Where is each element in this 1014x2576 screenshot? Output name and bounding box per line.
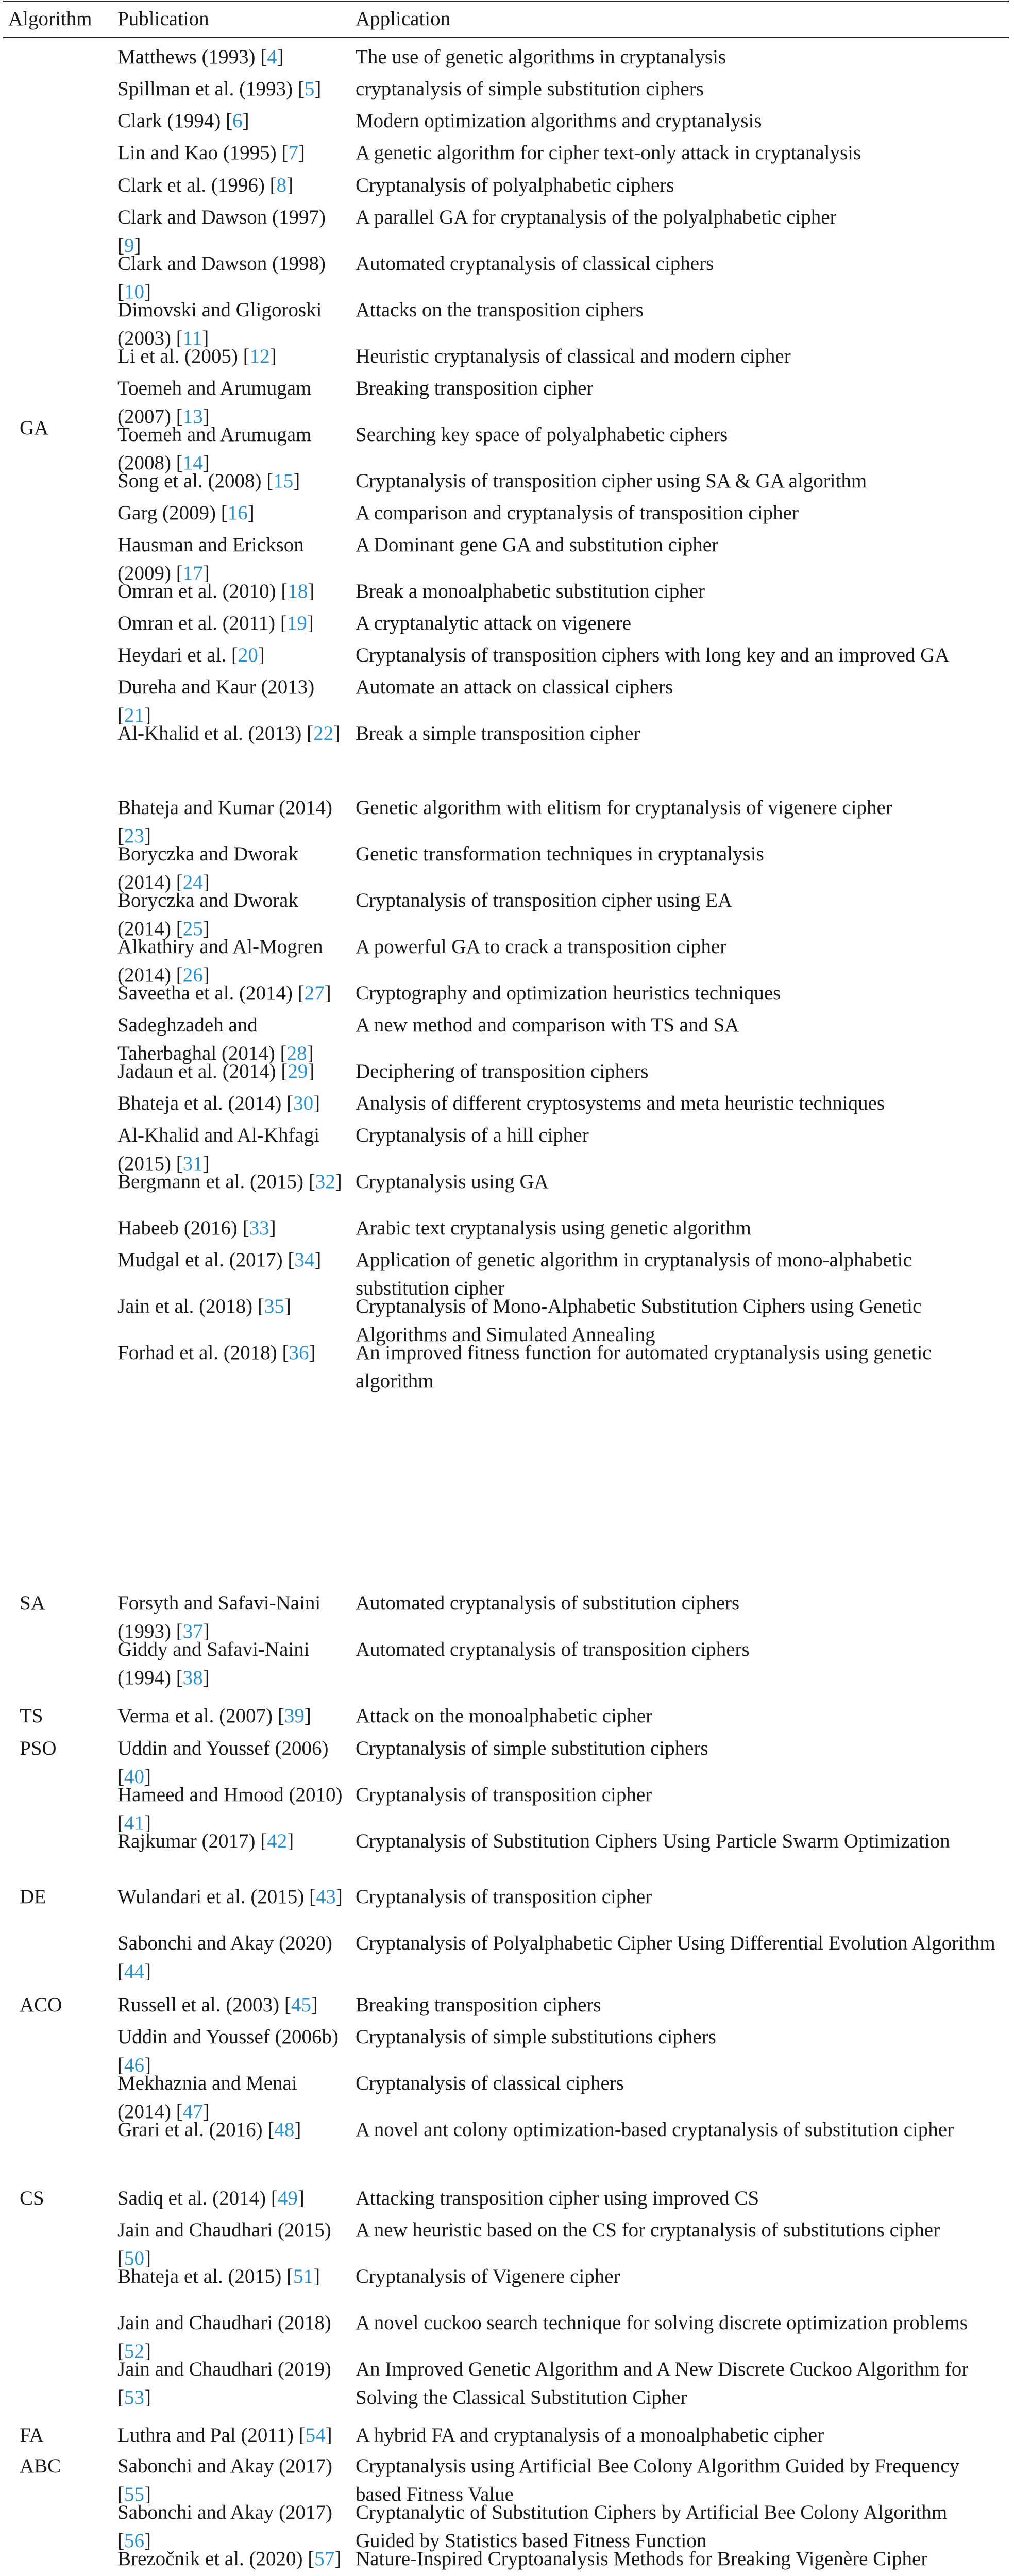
application-cell: Cryptanalysis of Polyalphabetic Cipher Using Differential Evolution Algorithm	[356, 1932, 995, 1954]
publication-cell: Matthews (1993) [4]	[117, 46, 284, 68]
reference-link[interactable]: 32	[315, 1171, 335, 1193]
publication-text: Brezočnik et al. (2020)	[117, 2548, 303, 2570]
publication-cell: Hameed and Hmood (2010) [41]	[117, 1784, 343, 1834]
publication-cell: Bhateja et al. (2014) [30]	[117, 1092, 320, 1114]
publication-text: Dimovski and Gligoroski (2003)	[117, 299, 322, 349]
publication-cell: Boryczka and Dworak (2014) [25]	[117, 889, 298, 940]
reference-link[interactable]: 43	[316, 1886, 336, 1908]
publication-text: Clark (1994)	[117, 110, 221, 132]
application-cell: Cryptanalytic of Substitution Ciphers by Artificial Bee Colony Algorithm Guided by Statistics based Fitness Function	[356, 2501, 948, 2552]
publication-cell: Habeeb (2016) [33]	[117, 1217, 276, 1239]
publication-text: Matthews (1993)	[117, 46, 256, 68]
application-cell: Cryptanalysis of polyalphabetic ciphers	[356, 174, 674, 196]
publication-cell: Rajkumar (2017) [42]	[117, 1830, 294, 1852]
publication-cell: Brezočnik et al. (2020) [57]	[117, 2548, 342, 2570]
publication-text: Boryczka and Dworak (2014)	[117, 843, 298, 893]
publication-cell: Sabonchi and Akay (2017) [55]	[117, 2455, 333, 2505]
application-cell: Automated cryptanalysis of classical ciphers	[356, 252, 714, 275]
application-cell: Cryptanalysis of Mono-Alphabetic Substitution Ciphers using Genetic Algorithms and Simulated Annealing	[356, 1295, 922, 1346]
publication-text: Jadaun et al. (2014)	[117, 1060, 276, 1082]
publication-cell: Sabonchi and Akay (2017) [56]	[117, 2501, 333, 2552]
reference-link[interactable]: 17	[182, 562, 203, 584]
group-label-sa: SA	[20, 1592, 45, 1614]
application-cell: Heuristic cryptanalysis of classical and modern cipher	[356, 345, 791, 367]
application-cell: Modern optimization algorithms and cryptanalysis	[356, 110, 762, 132]
group-label-ts: TS	[20, 1705, 43, 1727]
publication-cell: Jadaun et al. (2014) [29]	[117, 1060, 315, 1082]
publication-text: Omran et al. (2010)	[117, 580, 276, 602]
application-cell: Attacks on the transposition ciphers	[356, 299, 644, 321]
application-cell: A powerful GA to crack a transposition cipher	[356, 936, 727, 958]
application-cell: A parallel GA for cryptanalysis of the polyalphabetic cipher	[356, 206, 837, 228]
group-label-cs: CS	[20, 2187, 44, 2209]
publication-cell: Russell et al. (2003) [45]	[117, 1994, 318, 2016]
publication-cell: Jain et al. (2018) [35]	[117, 1295, 291, 1317]
publication-cell: Wulandari et al. (2015) [43]	[117, 1886, 343, 1908]
reference-link[interactable]: 12	[249, 345, 270, 367]
publication-cell: Al-Khalid and Al-Khfagi (2015) [31]	[117, 1124, 320, 1175]
reference-link[interactable]: 37	[182, 1620, 203, 1642]
publication-text: Sabonchi and Akay (2020)	[117, 1932, 333, 1954]
header-publication: Publication	[117, 8, 209, 30]
reference-link[interactable]: 27	[304, 982, 325, 1004]
publication-text: Sabonchi and Akay (2017)	[117, 2501, 333, 2523]
publication-text: Habeeb (2016)	[117, 1217, 238, 1239]
group-label-fa: FA	[20, 2424, 44, 2446]
publication-text: Sadiq et al. (2014)	[117, 2187, 266, 2209]
application-cell: An improved fitness function for automated cryptanalysis using genetic algorithm	[356, 1342, 932, 1392]
group-label-abc: ABC	[20, 2455, 61, 2477]
publication-text: Forhad et al. (2018)	[117, 1342, 277, 1364]
application-cell: Attacking transposition cipher using improved CS	[356, 2187, 759, 2209]
application-cell: Cryptanalysis of Vigenere cipher	[356, 2265, 620, 2287]
publication-text: Jain and Chaudhari (2015)	[117, 2219, 331, 2241]
publication-cell: Al-Khalid et al. (2013) [22]	[117, 722, 341, 744]
publication-cell: Bhateja et al. (2015) [51]	[117, 2265, 320, 2287]
publication-text: Song et al. (2008)	[117, 470, 262, 492]
application-cell: Genetic algorithm with elitism for cryptanalysis of vigenere cipher	[356, 796, 892, 819]
publication-cell: Forsyth and Safavi-Naini (1993) [37]	[117, 1592, 321, 1642]
application-cell: Cryptanalysis of transposition cipher using SA & GA algorithm	[356, 470, 867, 492]
application-cell: Attack on the monoalphabetic cipher	[356, 1705, 653, 1727]
reference-link[interactable]: 56	[124, 2529, 144, 2552]
application-cell: Cryptography and optimization heuristics techniques	[356, 982, 781, 1004]
application-cell: Breaking transposition ciphers	[356, 1994, 601, 2016]
publication-cell: Li et al. (2005) [12]	[117, 345, 277, 367]
reference-link[interactable]: 29	[288, 1060, 308, 1082]
group-label-aco: ACO	[20, 1994, 62, 2016]
application-cell: A Dominant gene GA and substitution cipher	[356, 534, 719, 556]
reference-link[interactable]: 25	[182, 917, 203, 940]
publication-text: Hausman and Erickson (2009)	[117, 534, 304, 584]
publication-cell: Sabonchi and Akay (2020) [44]	[117, 1932, 333, 1982]
reference-link[interactable]: 51	[293, 2265, 314, 2287]
reference-link[interactable]: 18	[288, 580, 308, 602]
publication-cell: Omran et al. (2010) [18]	[117, 580, 315, 602]
application-cell: A hybrid FA and cryptanalysis of a monoalphabetic cipher	[356, 2424, 824, 2446]
publication-cell: Dimovski and Gligoroski (2003) [11]	[117, 299, 322, 349]
publication-text: Grari et al. (2016)	[117, 2119, 263, 2141]
application-cell: Arabic text cryptanalysis using genetic algorithm	[356, 1217, 751, 1239]
publication-text: Sabonchi and Akay (2017)	[117, 2455, 333, 2477]
publication-text: Toemeh and Arumugam (2008)	[117, 423, 312, 474]
publication-text: Boryczka and Dworak (2014)	[117, 889, 298, 940]
publication-text: Clark and Dawson (1998)	[117, 252, 326, 275]
publication-text: Li et al. (2005)	[117, 345, 238, 367]
reference-link[interactable]: 6	[232, 110, 243, 132]
application-cell: Cryptanalysis of transposition cipher	[356, 1784, 652, 1806]
application-cell: Cryptanalysis of transposition ciphers with long key and an improved GA	[356, 644, 950, 666]
application-cell: Breaking transposition cipher	[356, 377, 594, 399]
application-cell: Break a monoalphabetic substitution cipher	[356, 580, 705, 602]
reference-link[interactable]: 38	[182, 1666, 203, 1689]
reference-link[interactable]: 31	[182, 1152, 203, 1175]
reference-link[interactable]: 41	[124, 1811, 144, 1834]
application-cell: Searching key space of polyalphabetic ciphers	[356, 423, 728, 446]
reference-link[interactable]: 7	[288, 142, 298, 164]
application-cell: Automated cryptanalysis of transposition ciphers	[356, 1638, 750, 1660]
publication-text: Luthra and Pal (2011)	[117, 2424, 294, 2446]
reference-link[interactable]: 50	[124, 2247, 144, 2269]
publication-text: Al-Khalid and Al-Khfagi (2015)	[117, 1124, 320, 1175]
publication-cell: Giddy and Safavi-Naini (1994) [38]	[117, 1638, 310, 1689]
reference-link[interactable]: 11	[182, 327, 202, 349]
application-cell: Cryptanalysis of simple substitutions ciphers	[356, 2026, 716, 2048]
application-cell: A novel ant colony optimization-based cryptanalysis of substitution cipher	[356, 2119, 954, 2141]
publication-text: Omran et al. (2011)	[117, 612, 276, 634]
publication-text: Uddin and Youssef (2006)	[117, 1737, 329, 1759]
publication-text: Russell et al. (2003)	[117, 1994, 280, 2016]
reference-link[interactable]: 10	[124, 280, 144, 303]
application-cell: The use of genetic algorithms in cryptanalysis	[356, 46, 726, 68]
group-label-de: DE	[20, 1886, 46, 1908]
publication-text: Bhateja et al. (2014)	[117, 1092, 282, 1114]
publication-cell: Bergmann et al. (2015) [32]	[117, 1171, 342, 1193]
publication-text: Heydari et al.	[117, 644, 227, 666]
reference-link[interactable]: 35	[264, 1295, 284, 1317]
publication-text: Bhateja and Kumar (2014)	[117, 796, 332, 819]
publication-cell: Boryczka and Dworak (2014) [24]	[117, 843, 298, 893]
header-algorithm: Algorithm	[8, 8, 92, 30]
reference-link[interactable]: 14	[182, 451, 203, 474]
reference-link[interactable]: 47	[182, 2100, 203, 2123]
group-label-ga: GA	[20, 417, 49, 439]
publication-text: Bergmann et al. (2015)	[117, 1171, 304, 1193]
publication-text: Alkathiry and Al-Mogren (2014)	[117, 936, 323, 986]
publication-text: Clark et al. (1996)	[117, 174, 265, 196]
reference-link[interactable]: 23	[124, 824, 144, 847]
publication-cell: Toemeh and Arumugam (2007) [13]	[117, 377, 312, 428]
reference-link[interactable]: 4	[267, 46, 277, 68]
publication-cell: Lin and Kao (1995) [7]	[117, 142, 305, 164]
publication-text: Toemeh and Arumugam (2007)	[117, 377, 312, 428]
reference-link[interactable]: 54	[305, 2424, 326, 2446]
publication-cell: Sadiq et al. (2014) [49]	[117, 2187, 305, 2209]
publication-cell: Dureha and Kaur (2013) [21]	[117, 676, 315, 726]
publication-cell: Alkathiry and Al-Mogren (2014) [26]	[117, 936, 323, 986]
application-cell: A genetic algorithm for cipher text-only attack in cryptanalysis	[356, 142, 861, 164]
publication-text: Sadeghzadeh and Taherbaghal (2014)	[117, 1014, 275, 1064]
reference-link[interactable]: 22	[313, 722, 334, 744]
group-label-pso: PSO	[20, 1737, 57, 1759]
application-cell: Analysis of different cryptosystems and meta heuristic techniques	[356, 1092, 885, 1114]
table-header-rule	[3, 37, 1009, 38]
publication-cell: Spillman et al. (1993) [5]	[117, 78, 322, 100]
reference-link[interactable]: 5	[304, 78, 315, 100]
reference-link[interactable]: 30	[293, 1092, 314, 1114]
application-cell: Application of genetic algorithm in cryptanalysis of mono-alphabetic substitution cipher	[356, 1249, 912, 1299]
publication-text: Spillman et al. (1993)	[117, 78, 293, 100]
reference-link[interactable]: 15	[273, 470, 294, 492]
publication-cell: Clark and Dawson (1997) [9]	[117, 206, 326, 257]
publication-cell: Grari et al. (2016) [48]	[117, 2119, 301, 2141]
publication-cell: Clark et al. (1996) [8]	[117, 174, 294, 196]
reference-link[interactable]: 24	[182, 871, 203, 893]
publication-cell: Hausman and Erickson (2009) [17]	[117, 534, 304, 584]
publication-cell: Garg (2009) [16]	[117, 502, 255, 524]
reference-link[interactable]: 53	[124, 2386, 144, 2409]
publication-cell: Uddin and Youssef (2006) [40]	[117, 1737, 329, 1788]
publication-cell: Mekhaznia and Menai (2014) [47]	[117, 2072, 297, 2123]
reference-link[interactable]: 44	[124, 1960, 144, 1982]
application-cell: Nature-Inspired Cryptoanalysis Methods for Breaking Vigenère Cipher	[356, 2548, 928, 2570]
application-cell: Cryptanalysis of a hill cipher	[356, 1124, 589, 1146]
reference-link[interactable]: 46	[124, 2054, 144, 2076]
application-cell: An Improved Genetic Algorithm and A New Discrete Cuckoo Algorithm for Solving the Classical Substitution Cipher	[356, 2358, 969, 2409]
publication-text: Saveetha et al. (2014)	[117, 982, 293, 1004]
reference-link[interactable]: 33	[249, 1217, 269, 1239]
header-application: Application	[356, 8, 451, 30]
application-cell: A cryptanalytic attack on vigenere	[356, 612, 631, 634]
reference-link[interactable]: 48	[274, 2119, 295, 2141]
publication-cell: Song et al. (2008) [15]	[117, 470, 300, 492]
publication-cell: Forhad et al. (2018) [36]	[117, 1342, 316, 1364]
publication-cell: Jain and Chaudhari (2019) [53]	[117, 2358, 331, 2409]
publication-text: Hameed and Hmood (2010)	[117, 1784, 343, 1806]
application-cell: Cryptanalysis using Artificial Bee Colony Algorithm Guided by Frequency based Fitness Value	[356, 2455, 960, 2505]
publication-text: Giddy and Safavi-Naini (1994)	[117, 1638, 310, 1689]
application-cell: Cryptanalysis of simple substitution ciphers	[356, 1737, 708, 1759]
publication-cell: Bhateja and Kumar (2014) [23]	[117, 796, 332, 847]
publication-cell: Heydari et al. [20]	[117, 644, 265, 666]
publication-text: Wulandari et al. (2015)	[117, 1886, 305, 1908]
reference-link[interactable]: 28	[286, 1042, 307, 1064]
publication-cell: Jain and Chaudhari (2015) [50]	[117, 2219, 331, 2269]
reference-link[interactable]: 49	[277, 2187, 298, 2209]
publication-text: Clark and Dawson (1997)	[117, 206, 326, 228]
application-cell: Deciphering of transposition ciphers	[356, 1060, 649, 1082]
publication-cell: Saveetha et al. (2014) [27]	[117, 982, 331, 1004]
publication-text: Al-Khalid et al. (2013)	[117, 722, 302, 744]
publication-text: Jain et al. (2018)	[117, 1295, 253, 1317]
application-cell: Cryptanalysis of transposition cipher	[356, 1886, 652, 1908]
application-cell: Break a simple transposition cipher	[356, 722, 640, 744]
reference-link[interactable]: 55	[124, 2483, 144, 2505]
publication-cell: Sadeghzadeh and Taherbaghal (2014) [28]	[117, 1014, 314, 1064]
publication-text: Rajkumar (2017)	[117, 1830, 256, 1852]
reference-link[interactable]: 42	[267, 1830, 288, 1852]
reference-link[interactable]: 39	[284, 1705, 305, 1727]
publication-text: Mekhaznia and Menai (2014)	[117, 2072, 297, 2123]
publication-cell: Clark and Dawson (1998) [10]	[117, 252, 326, 303]
application-cell: Cryptanalysis of transposition cipher using EA	[356, 889, 733, 911]
reference-link[interactable]: 45	[291, 1994, 311, 2016]
publication-text: Jain and Chaudhari (2019)	[117, 2358, 331, 2380]
reference-link[interactable]: 40	[124, 1765, 144, 1788]
application-cell: Cryptanalysis using GA	[356, 1171, 549, 1193]
publication-cell: Verma et al. (2007) [39]	[117, 1705, 311, 1727]
publication-cell: Jain and Chaudhari (2018) [52]	[117, 2312, 331, 2362]
publication-text: Uddin and Youssef (2006b)	[117, 2026, 339, 2048]
publication-cell: Clark (1994) [6]	[117, 110, 249, 132]
reference-link[interactable]: 16	[227, 502, 248, 524]
reference-link[interactable]: 57	[314, 2548, 335, 2570]
reference-link[interactable]: 20	[238, 644, 258, 666]
table-top-rule	[3, 1, 1009, 2]
publication-text: Garg (2009)	[117, 502, 216, 524]
application-cell: A new method and comparison with TS and SA	[356, 1014, 739, 1036]
publication-text: Dureha and Kaur (2013)	[117, 676, 315, 698]
publication-text: Verma et al. (2007)	[117, 1705, 273, 1727]
publication-text: Bhateja et al. (2015)	[117, 2265, 282, 2287]
publication-text: Lin and Kao (1995)	[117, 142, 277, 164]
publication-cell: Toemeh and Arumugam (2008) [14]	[117, 423, 312, 474]
publication-text: Mudgal et al. (2017)	[117, 1249, 283, 1271]
application-cell: Cryptanalysis of Substitution Ciphers Using Particle Swarm Optimization	[356, 1830, 950, 1852]
publication-cell: Mudgal et al. (2017) [34]	[117, 1249, 322, 1271]
reference-link[interactable]: 21	[124, 704, 144, 726]
reference-link[interactable]: 36	[289, 1342, 309, 1364]
reference-link[interactable]: 34	[294, 1249, 315, 1271]
publication-cell: Omran et al. (2011) [19]	[117, 612, 314, 634]
reference-link[interactable]: 9	[124, 234, 134, 257]
application-cell: Automated cryptanalysis of substitution ciphers	[356, 1592, 740, 1614]
reference-link[interactable]: 8	[276, 174, 287, 196]
application-cell: cryptanalysis of simple substitution ciphers	[356, 78, 704, 100]
publication-cell: Luthra and Pal (2011) [54]	[117, 2424, 332, 2446]
application-cell: A comparison and cryptanalysis of transposition cipher	[356, 502, 799, 524]
application-cell: Automate an attack on classical ciphers	[356, 676, 673, 698]
publication-text: Forsyth and Safavi-Naini (1993)	[117, 1592, 321, 1642]
reference-link[interactable]: 13	[182, 405, 203, 428]
application-cell: A new heuristic based on the CS for cryptanalysis of substitutions cipher	[356, 2219, 940, 2241]
application-cell: A novel cuckoo search technique for solving discrete optimization problems	[356, 2312, 968, 2334]
reference-link[interactable]: 52	[124, 2340, 144, 2362]
application-cell: Cryptanalysis of classical ciphers	[356, 2072, 624, 2094]
publication-cell: Uddin and Youssef (2006b) [46]	[117, 2026, 339, 2076]
publication-text: Jain and Chaudhari (2018)	[117, 2312, 331, 2334]
reference-link[interactable]: 26	[182, 963, 203, 986]
reference-link[interactable]: 19	[286, 612, 307, 634]
application-cell: Genetic transformation techniques in cryptanalysis	[356, 843, 764, 865]
